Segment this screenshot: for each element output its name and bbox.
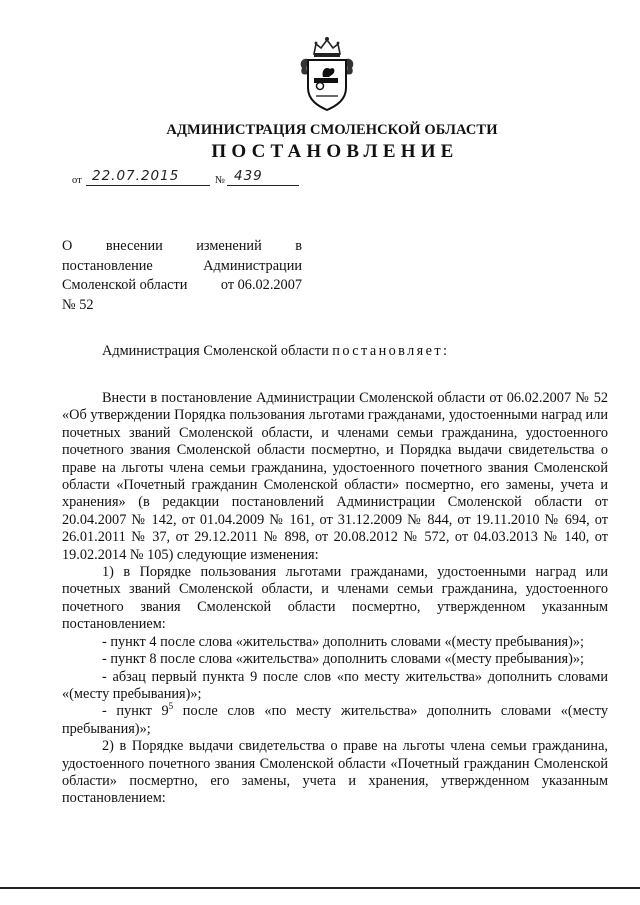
body-paragraph-2: 1) в Порядке пользования льготами гражданами, удостоенными наград или почетных званий Смоленской области, и членами семьи гражданина, удостоенного почетного звания Смоленской области посмертно, утвержденном указанным постановлением: (62, 564, 608, 633)
body-paragraph-4: - пункт 8 после слова «жительства» дополнить словами «(месту пребывания)»; (102, 651, 585, 668)
preamble-verb: постановляет: (332, 343, 450, 359)
number-underline (227, 185, 299, 186)
subject-line-4: № 52 (62, 296, 94, 313)
document-body (62, 390, 608, 808)
subject-line-1: О внесении изменений в (62, 238, 302, 254)
subject-line-2: постановление Администрации (62, 257, 302, 274)
handwritten-date: 22.07.2015 (92, 168, 180, 184)
preamble-lead: Администрация Смоленской области (102, 343, 329, 359)
superscript-5: 5 (168, 701, 174, 712)
date-from-label: от (72, 175, 82, 186)
subject-line-3-right: от 06.02.2007 (220, 277, 302, 293)
subject-line-3-left: Смоленской области (62, 277, 188, 293)
subject-block (62, 237, 302, 315)
body-paragraph-1: Внести в постановление Администрации Смоленской области от 06.02.2007 № 52 «Об утверждении Порядка пользования льготами гражданами, удостоенными наград или почетных званий Смоленской области, и членами семьи гражданина, удостоенного почетного звания Смоленской области посмертно, и Порядка выдачи свидетельства о праве на льготы члена семьи гражданина, удостоенного почетного звания Смоленской области «Почетный гражданин Смоленской области» посмертно, его замены, учета и хранения» (в редакции постановлений Администрации Смоленской области от 20.04.2007 № 142, от 01.04.2009 № 161, от 31.12.2009 № 844, от 19.11.2010 № 694, от 26.01.2011 № 37, от 29.12.2011 № 898, от 20.08.2012 № 572, от 04.03.2013 № 140, от 19.02.2014 № 105) следующие изменения: (62, 390, 608, 563)
document-type-title: ПОСТАНОВЛЕНИЕ (211, 141, 459, 162)
number-label: № (215, 175, 226, 186)
body-paragraph-5: - абзац первый пункта 9 после слов «по месту жительства» дополнить словами «(месту пребывания)»; (62, 668, 608, 702)
body-paragraph-6 (62, 703, 608, 738)
organization-name: АДМИНИСТРАЦИЯ СМОЛЕНСКОЙ ОБЛАСТИ (166, 122, 498, 138)
body-paragraph-7: 2) в Порядке выдачи свидетельства о праве на льготы члена семьи гражданина, удостоенного почетного звания Смоленской области «Почетный гражданин Смоленской области» посмертно, его замены, учета и хранения, утвержденном указанным постановлением: (62, 738, 608, 807)
body-paragraph-6-end: после слов «по месту жительства» дополнить словами «(месту пребывания)»; (62, 703, 608, 737)
subject-line-3 (62, 276, 302, 296)
body-paragraph-6-start: - пункт 9 (102, 703, 169, 720)
preamble (102, 343, 449, 360)
handwritten-number: 439 (234, 168, 263, 184)
body-paragraph-3: - пункт 4 после слова «жительства» дополнить словами «(месту пребывания)»; (102, 633, 585, 650)
date-underline (86, 185, 210, 186)
smolensk-coat-of-arms-icon (296, 34, 358, 112)
bottom-rule (0, 887, 640, 889)
